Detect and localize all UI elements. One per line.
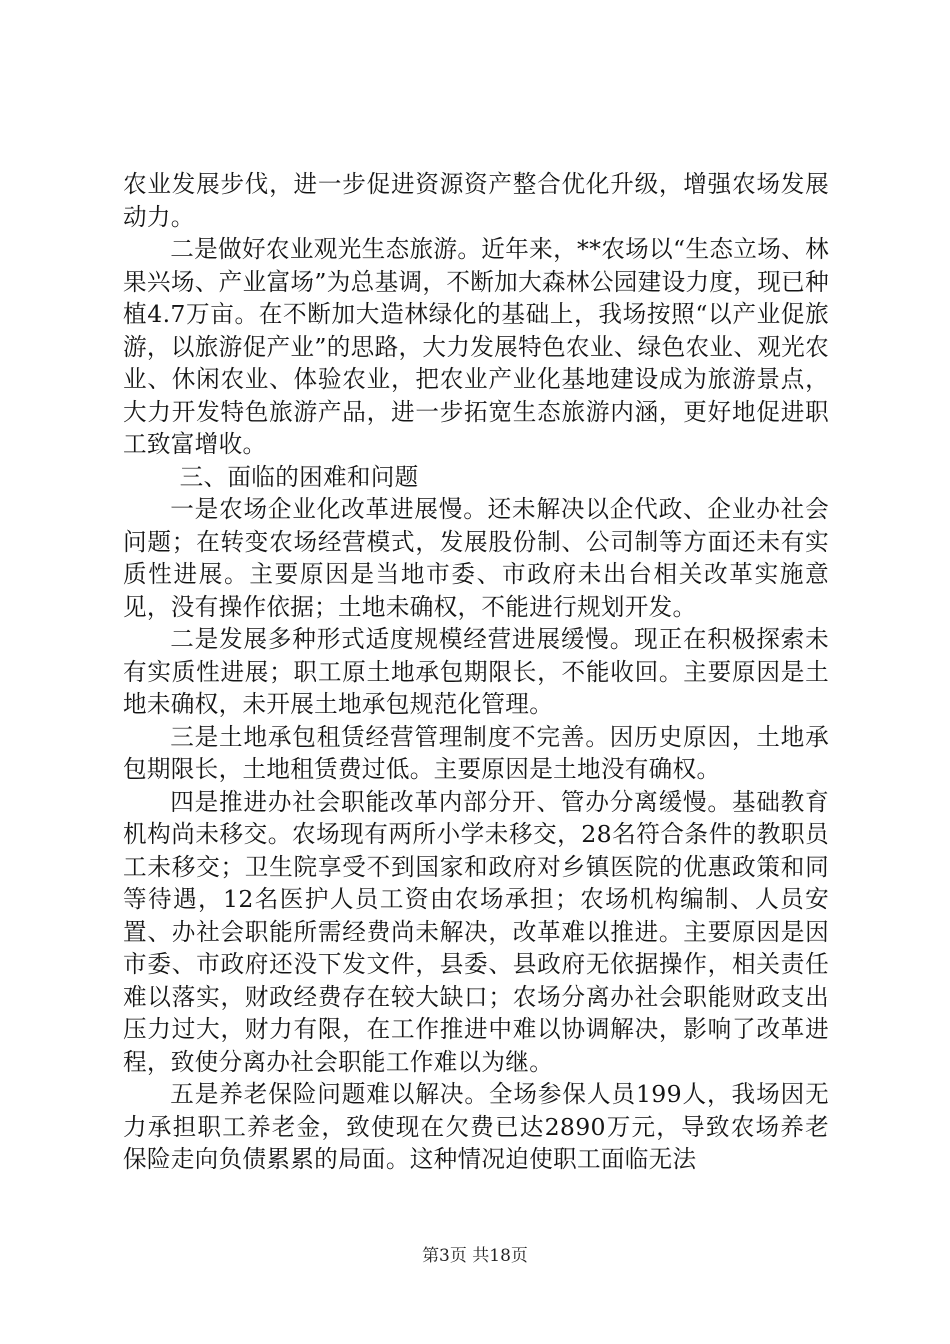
paragraph-scale-operation: 二是发展多种形式适度规模经营进展缓慢。现正在积极探索未有实质性进展；职工原土地承包期限长，不能收回。主要原因是土地未确权，未开展土地承包规范化管理。 xyxy=(123,625,829,718)
paragraph-enterprise-reform: 一是农场企业化改革进展慢。还未解决以企代政、企业办社会问题；在转变农场经营模式，发展股份制、公司制等方面还未有实质性进展。主要原因是当地市委、市政府未出台相关改革实施意见，没有操作依据；土地未确权，不能进行规划开发。 xyxy=(123,495,829,621)
document-body xyxy=(123,168,829,1176)
section-heading-difficulties: 三、面临的困难和问题 xyxy=(179,462,419,491)
paragraph-land-leasing: 三是土地承包租赁经营管理制度不完善。因历史原因，土地承包期限长，土地租赁费过低。主要原因是土地没有确权。 xyxy=(123,722,829,783)
paragraph-continuation: 农业发展步伐，进一步促进资源资产整合优化升级，增强农场发展动力。 xyxy=(123,170,829,231)
paragraph-social-functions: 四是推进办社会职能改革内部分开、管办分离缓慢。基础教育机构尚未移交。农场现有两所小学未移交，28名符合条件的教职员工未移交；卫生院享受不到国家和政府对乡镇医院的优惠政策和同等待遇，12名医护人员工资由农场承担；农场机构编制、人员安置、办社会职能所需经费尚未解决，改革难以推进。主要原因是因市委、市政府还没下发文件，县委、县政府无依据操作，相关责任难以落实，财政经费存在较大缺口；农场分离办社会职能财政支出压力过大，财力有限，在工作推进中难以协调解决，影响了改革进程，致使分离办社会职能工作难以为继。 xyxy=(123,787,829,1076)
paragraph-pension-insurance: 五是养老保险问题难以解决。全场参保人员199人，我场因无力承担职工养老金，致使现在欠费已达2890万元，导致农场养老保险走向负债累累的局面。这种情况迫使职工面临无法 xyxy=(123,1080,829,1173)
page-number-footer: 第3页 共18页 xyxy=(422,1246,528,1266)
paragraph-eco-tourism: 二是做好农业观光生态旅游。近年来，**农场以“生态立场、林果兴场、产业富场”为总基调，不断加大森林公园建设力度，现已种植4.7万亩。在不断加大造林绿化的基础上，我场按照“以产业促旅游，以旅游促产业”的思路，大力发展特色农业、绿色农业、观光农业、休闲农业、体验农业，把农业产业化基地建设成为旅游景点，大力开发特色旅游产品，进一步拓宽生态旅游内涵，更好地促进职工致富增收。 xyxy=(123,235,829,458)
